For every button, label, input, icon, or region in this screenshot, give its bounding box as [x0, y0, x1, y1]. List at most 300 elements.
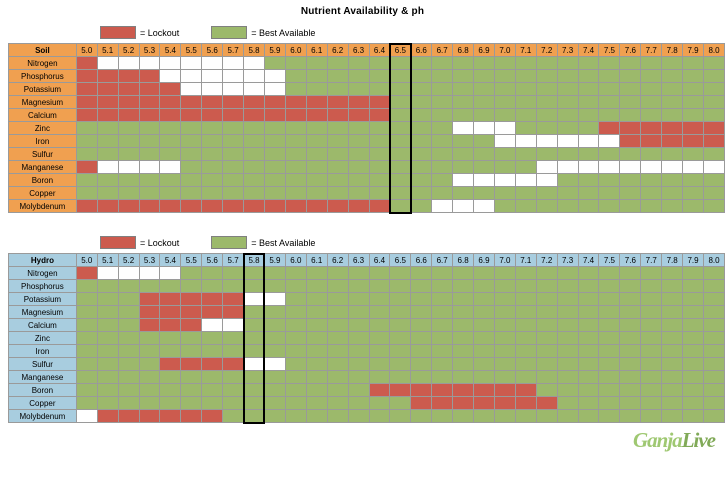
ph-column-header: 5.3: [139, 44, 160, 57]
availability-cell: [181, 306, 202, 319]
availability-cell: [139, 306, 160, 319]
legend-soil: [0, 26, 725, 39]
availability-cell: [160, 371, 181, 384]
availability-cell: [327, 200, 348, 213]
availability-cell: [285, 306, 306, 319]
availability-cell: [348, 187, 369, 200]
availability-cell: [683, 96, 704, 109]
availability-cell: [683, 371, 704, 384]
availability-cell: [264, 57, 285, 70]
ph-column-header: 6.6: [411, 44, 432, 57]
availability-cell: [536, 345, 557, 358]
availability-cell: [223, 148, 244, 161]
ph-column-header: 7.4: [578, 44, 599, 57]
availability-cell: [118, 161, 139, 174]
ph-column-header: 5.5: [181, 254, 202, 267]
availability-cell: [223, 319, 244, 332]
availability-cell: [515, 174, 536, 187]
availability-cell: [285, 319, 306, 332]
availability-cell: [453, 293, 474, 306]
ph-column-header: 5.1: [97, 254, 118, 267]
availability-cell: [369, 332, 390, 345]
availability-cell: [557, 57, 578, 70]
availability-cell: [578, 148, 599, 161]
availability-cell: [306, 187, 327, 200]
availability-cell: [557, 135, 578, 148]
availability-cell: [285, 148, 306, 161]
availability-cell: [620, 135, 641, 148]
availability-cell: [704, 148, 725, 161]
availability-cell: [578, 345, 599, 358]
availability-cell: [202, 96, 223, 109]
availability-cell: [285, 122, 306, 135]
availability-cell: [139, 174, 160, 187]
availability-cell: [118, 109, 139, 122]
availability-cell: [411, 148, 432, 161]
availability-cell: [390, 148, 411, 161]
availability-cell: [244, 267, 265, 280]
availability-cell: [432, 200, 453, 213]
table-row: [9, 122, 725, 135]
availability-cell: [160, 187, 181, 200]
availability-cell: [536, 332, 557, 345]
availability-cell: [97, 332, 118, 345]
availability-cell: [536, 371, 557, 384]
availability-cell: [557, 148, 578, 161]
availability-cell: [515, 306, 536, 319]
availability-cell: [327, 122, 348, 135]
availability-cell: [348, 293, 369, 306]
availability-cell: [181, 280, 202, 293]
availability-cell: [515, 57, 536, 70]
availability-cell: [369, 148, 390, 161]
availability-cell: [181, 174, 202, 187]
availability-cell: [453, 345, 474, 358]
availability-cell: [453, 122, 474, 135]
availability-cell: [264, 187, 285, 200]
availability-cell: [390, 293, 411, 306]
availability-cell: [223, 161, 244, 174]
nutrient-label: Zinc: [9, 122, 77, 135]
availability-cell: [202, 174, 223, 187]
table-row: [9, 345, 725, 358]
availability-cell: [557, 200, 578, 213]
availability-cell: [390, 109, 411, 122]
availability-cell: [432, 332, 453, 345]
availability-cell: [474, 96, 495, 109]
availability-cell: [264, 280, 285, 293]
availability-cell: [683, 148, 704, 161]
availability-cell: [662, 358, 683, 371]
availability-cell: [390, 96, 411, 109]
availability-cell: [118, 306, 139, 319]
availability-cell: [515, 371, 536, 384]
availability-cell: [139, 345, 160, 358]
table-row: [9, 332, 725, 345]
availability-cell: [494, 371, 515, 384]
availability-cell: [432, 122, 453, 135]
availability-cell: [704, 96, 725, 109]
availability-cell: [641, 306, 662, 319]
availability-cell: [244, 358, 265, 371]
availability-cell: [139, 161, 160, 174]
availability-cell: [181, 319, 202, 332]
availability-cell: [474, 306, 495, 319]
availability-cell: [662, 384, 683, 397]
availability-cell: [348, 358, 369, 371]
availability-cell: [620, 319, 641, 332]
availability-cell: [244, 306, 265, 319]
availability-cell: [76, 70, 97, 83]
nutrient-label: Manganese: [9, 161, 77, 174]
availability-cell: [306, 384, 327, 397]
availability-cell: [202, 371, 223, 384]
availability-cell: [453, 109, 474, 122]
availability-cell: [264, 96, 285, 109]
availability-cell: [306, 358, 327, 371]
availability-cell: [369, 397, 390, 410]
availability-cell: [432, 345, 453, 358]
availability-cell: [390, 280, 411, 293]
availability-cell: [118, 122, 139, 135]
availability-cell: [160, 319, 181, 332]
availability-cell: [683, 122, 704, 135]
availability-cell: [620, 410, 641, 423]
availability-cell: [118, 384, 139, 397]
availability-cell: [683, 57, 704, 70]
availability-cell: [306, 332, 327, 345]
nutrient-label: Molybdenum: [9, 410, 77, 423]
availability-cell: [181, 293, 202, 306]
availability-cell: [641, 280, 662, 293]
legend-hydro: [0, 236, 725, 249]
table-row: [9, 70, 725, 83]
nutrient-label: Phosphorus: [9, 280, 77, 293]
availability-cell: [327, 57, 348, 70]
availability-cell: [557, 410, 578, 423]
availability-cell: [474, 267, 495, 280]
availability-cell: [264, 371, 285, 384]
availability-cell: [223, 371, 244, 384]
ph-column-header: 5.7: [223, 254, 244, 267]
availability-cell: [641, 319, 662, 332]
availability-cell: [557, 371, 578, 384]
availability-cell: [599, 397, 620, 410]
availability-cell: [97, 109, 118, 122]
availability-cell: [515, 109, 536, 122]
availability-cell: [620, 267, 641, 280]
availability-cell: [662, 410, 683, 423]
availability-cell: [494, 384, 515, 397]
availability-cell: [599, 83, 620, 96]
ph-column-header: 6.1: [306, 44, 327, 57]
availability-cell: [160, 161, 181, 174]
ph-column-header: 5.6: [202, 44, 223, 57]
legend-item-lockout-hydro: [100, 236, 179, 249]
availability-cell: [599, 306, 620, 319]
table-row: [9, 371, 725, 384]
availability-cell: [453, 332, 474, 345]
ph-column-header: 5.0: [76, 44, 97, 57]
availability-cell: [683, 410, 704, 423]
availability-cell: [160, 332, 181, 345]
availability-cell: [578, 397, 599, 410]
availability-cell: [97, 122, 118, 135]
ph-column-header: 7.1: [515, 44, 536, 57]
watermark-part2: Live: [681, 428, 715, 452]
availability-cell: [118, 57, 139, 70]
availability-cell: [494, 410, 515, 423]
soil-header-label: Soil: [9, 44, 77, 57]
availability-cell: [662, 161, 683, 174]
availability-cell: [285, 293, 306, 306]
availability-cell: [453, 187, 474, 200]
ph-column-header: 6.5: [390, 254, 411, 267]
availability-cell: [97, 293, 118, 306]
availability-cell: [202, 293, 223, 306]
availability-cell: [704, 332, 725, 345]
availability-cell: [118, 371, 139, 384]
availability-cell: [662, 332, 683, 345]
availability-cell: [662, 135, 683, 148]
availability-cell: [599, 384, 620, 397]
availability-cell: [160, 83, 181, 96]
availability-cell: [139, 70, 160, 83]
availability-cell: [139, 358, 160, 371]
availability-cell: [578, 358, 599, 371]
availability-cell: [494, 345, 515, 358]
availability-cell: [411, 384, 432, 397]
availability-cell: [453, 70, 474, 83]
availability-cell: [118, 332, 139, 345]
availability-cell: [599, 96, 620, 109]
availability-cell: [181, 371, 202, 384]
availability-cell: [160, 397, 181, 410]
availability-cell: [411, 122, 432, 135]
availability-cell: [223, 332, 244, 345]
availability-cell: [285, 83, 306, 96]
availability-cell: [599, 70, 620, 83]
availability-cell: [432, 174, 453, 187]
availability-cell: [244, 122, 265, 135]
hydro-header-row: [9, 254, 725, 267]
availability-cell: [411, 70, 432, 83]
availability-cell: [306, 267, 327, 280]
table-row: [9, 319, 725, 332]
ph-column-header: 7.3: [557, 254, 578, 267]
availability-cell: [411, 109, 432, 122]
table-row: [9, 161, 725, 174]
availability-cell: [641, 70, 662, 83]
ph-column-header: 6.9: [474, 44, 495, 57]
availability-cell: [390, 135, 411, 148]
availability-cell: [285, 174, 306, 187]
availability-cell: [264, 319, 285, 332]
ph-column-header: 7.0: [494, 254, 515, 267]
availability-cell: [620, 358, 641, 371]
availability-cell: [327, 319, 348, 332]
availability-cell: [285, 70, 306, 83]
availability-cell: [515, 122, 536, 135]
availability-cell: [704, 319, 725, 332]
availability-cell: [578, 135, 599, 148]
availability-cell: [390, 358, 411, 371]
ph-column-header: 6.0: [285, 254, 306, 267]
availability-cell: [494, 148, 515, 161]
availability-cell: [578, 410, 599, 423]
availability-cell: [76, 397, 97, 410]
availability-cell: [139, 293, 160, 306]
availability-cell: [599, 358, 620, 371]
availability-cell: [348, 306, 369, 319]
availability-cell: [599, 174, 620, 187]
availability-cell: [683, 83, 704, 96]
nutrient-label: Potassium: [9, 293, 77, 306]
table-row: [9, 148, 725, 161]
availability-cell: [369, 135, 390, 148]
availability-cell: [536, 187, 557, 200]
nutrient-label: Potassium: [9, 83, 77, 96]
availability-cell: [683, 332, 704, 345]
availability-cell: [557, 70, 578, 83]
ph-column-header: 7.9: [683, 44, 704, 57]
availability-cell: [599, 135, 620, 148]
availability-cell: [453, 57, 474, 70]
availability-cell: [453, 135, 474, 148]
availability-cell: [620, 148, 641, 161]
availability-cell: [139, 96, 160, 109]
availability-cell: [76, 345, 97, 358]
availability-cell: [348, 57, 369, 70]
availability-cell: [202, 306, 223, 319]
availability-cell: [662, 280, 683, 293]
ph-column-header: 5.8: [244, 44, 265, 57]
availability-cell: [97, 174, 118, 187]
availability-cell: [620, 280, 641, 293]
availability-cell: [515, 200, 536, 213]
availability-cell: [223, 109, 244, 122]
availability-cell: [620, 83, 641, 96]
availability-cell: [244, 371, 265, 384]
availability-cell: [244, 293, 265, 306]
availability-cell: [369, 161, 390, 174]
availability-cell: [244, 109, 265, 122]
ph-column-header: 7.0: [494, 44, 515, 57]
availability-cell: [223, 345, 244, 358]
legend-label-lockout: = Lockout: [140, 27, 180, 38]
availability-cell: [264, 345, 285, 358]
availability-cell: [683, 280, 704, 293]
availability-cell: [411, 267, 432, 280]
availability-cell: [662, 371, 683, 384]
availability-cell: [306, 109, 327, 122]
availability-cell: [223, 83, 244, 96]
hydro-header-label: Hydro: [9, 254, 77, 267]
availability-cell: [536, 267, 557, 280]
availability-cell: [662, 187, 683, 200]
availability-cell: [97, 371, 118, 384]
availability-cell: [578, 200, 599, 213]
legend-item-best-soil: [211, 26, 315, 39]
availability-cell: [327, 83, 348, 96]
availability-cell: [97, 200, 118, 213]
availability-cell: [599, 57, 620, 70]
table-row: [9, 306, 725, 319]
nutrient-label: Iron: [9, 345, 77, 358]
availability-cell: [76, 57, 97, 70]
availability-cell: [536, 161, 557, 174]
availability-cell: [620, 57, 641, 70]
availability-cell: [306, 148, 327, 161]
availability-cell: [97, 384, 118, 397]
availability-cell: [662, 83, 683, 96]
availability-cell: [244, 135, 265, 148]
availability-cell: [620, 293, 641, 306]
availability-cell: [244, 200, 265, 213]
availability-cell: [181, 148, 202, 161]
availability-cell: [264, 148, 285, 161]
availability-cell: [432, 187, 453, 200]
availability-cell: [244, 161, 265, 174]
availability-cell: [264, 109, 285, 122]
availability-cell: [118, 174, 139, 187]
availability-cell: [181, 122, 202, 135]
availability-cell: [181, 384, 202, 397]
availability-cell: [244, 187, 265, 200]
availability-cell: [264, 293, 285, 306]
availability-cell: [494, 122, 515, 135]
availability-cell: [474, 200, 495, 213]
availability-cell: [620, 345, 641, 358]
availability-cell: [118, 358, 139, 371]
availability-cell: [620, 200, 641, 213]
availability-cell: [599, 122, 620, 135]
availability-cell: [683, 200, 704, 213]
availability-cell: [453, 267, 474, 280]
soil-body: [9, 57, 725, 213]
nutrient-label: Zinc: [9, 332, 77, 345]
availability-cell: [118, 70, 139, 83]
availability-cell: [264, 358, 285, 371]
availability-cell: [557, 384, 578, 397]
availability-cell: [76, 332, 97, 345]
availability-cell: [536, 122, 557, 135]
availability-cell: [160, 148, 181, 161]
availability-cell: [453, 410, 474, 423]
availability-cell: [411, 319, 432, 332]
ph-column-header: 6.3: [348, 44, 369, 57]
availability-cell: [160, 280, 181, 293]
availability-cell: [411, 187, 432, 200]
availability-cell: [369, 358, 390, 371]
availability-cell: [118, 187, 139, 200]
nutrient-label: Copper: [9, 187, 77, 200]
availability-cell: [264, 332, 285, 345]
availability-cell: [620, 161, 641, 174]
availability-cell: [662, 174, 683, 187]
availability-cell: [578, 70, 599, 83]
availability-cell: [432, 410, 453, 423]
ph-column-header: 6.2: [327, 44, 348, 57]
availability-cell: [578, 371, 599, 384]
availability-cell: [327, 135, 348, 148]
availability-cell: [536, 70, 557, 83]
availability-cell: [306, 57, 327, 70]
availability-cell: [557, 319, 578, 332]
availability-cell: [704, 135, 725, 148]
availability-cell: [244, 410, 265, 423]
availability-cell: [244, 345, 265, 358]
